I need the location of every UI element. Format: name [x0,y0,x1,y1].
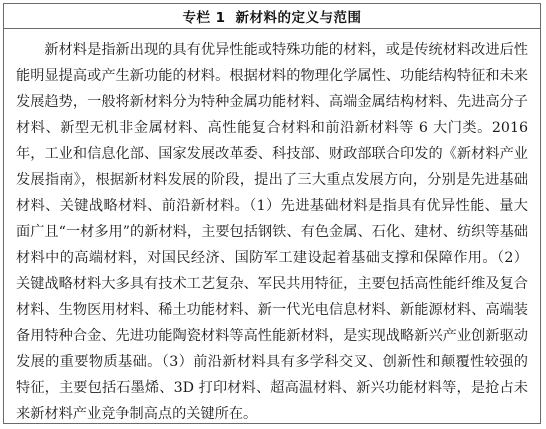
column-box [3,3,541,424]
column-header [4,4,540,29]
column-label: 专栏 1 [182,10,226,26]
column-title: 新材料的定义与范围 [235,10,362,26]
column-body-paragraph: 新材料是指新出现的具有优异性能或特殊功能的材料，或是传统材料改进后性能明显提高或产生新功能的材料。根据材料的物理化学属性、功能结构特征和未来发展趋势，一般将新材料分为特种金属功能材料、高端金属结构材料、先进高分子材料、新型无机非金属材料、高性能复合材料和前沿新材料等 6 大门类。2016 年，工业和信息化部、国家发展改革委、科技部、财政部联合印发的《新材料产业发展指南》，根据新材料发展的阶段，提出了三大重点发展方向，分别是先进基础材料、关键战略材料、前沿新材料。（1）先进基础材料是指具有优异性能、量大面广且“一材多用”的新材料，主要包括钢铁、有色金属、石化、建材、纺织等基础材料中的高端材料，对国民经济、国防军工建设起着基础支撑和保障作用。（2）关键战略材料大多具有技术工艺复杂、军民共用特征，主要包括高性能纤维及复合材料、生物医用材料、稀土功能材料、新一代光电信息材料、新能源材料、高端装备用特种合金、先进功能陶瓷材料等高性能新材料，是实现战略新兴产业创新驱动发展的重要物质基础。（3）前沿新材料具有多学科交叉、创新性和颠覆性较强的特征，主要包括石墨烯、3D 打印材料、超高温材料、新兴功能材料等，是抢占未来新材料产业竞争制高点的关键所在。 [16,42,528,422]
